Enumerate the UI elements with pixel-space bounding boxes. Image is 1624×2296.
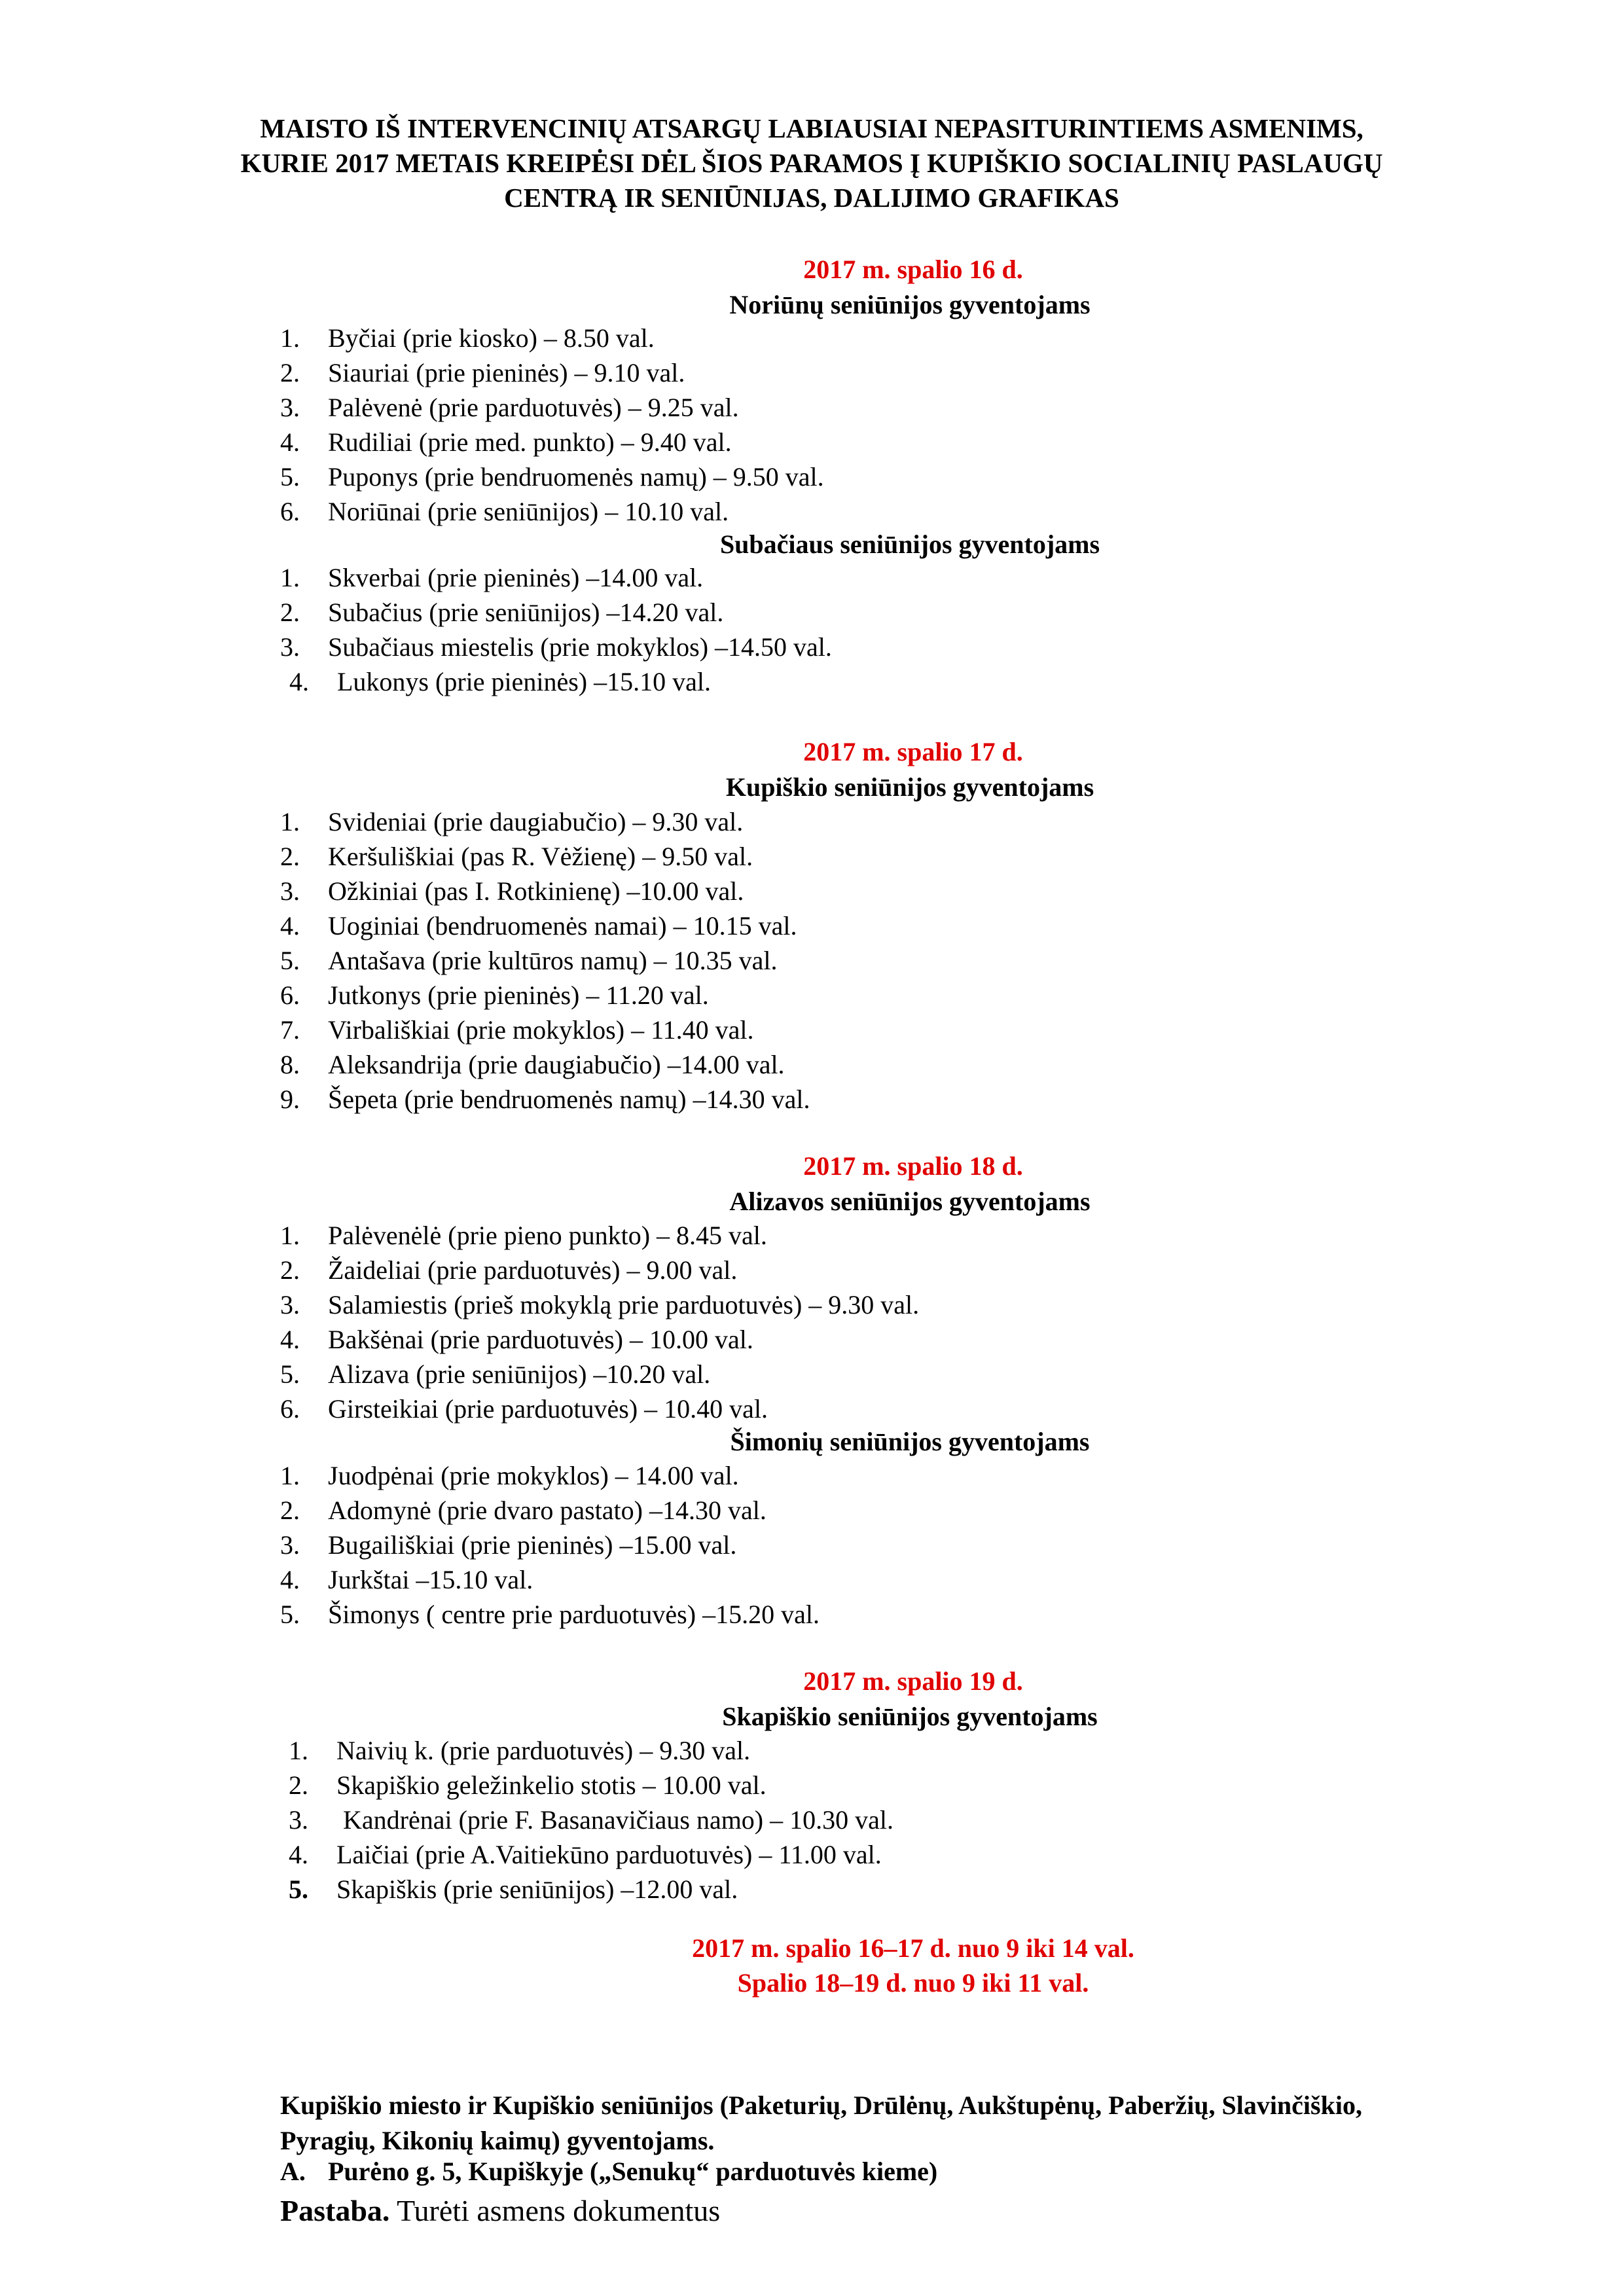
list-item: 2. Adomynė (prie dvaro pastato) –14.30 val.	[280, 1496, 767, 1525]
hours-line-1: 2017 m. spalio 16–17 d. nuo 9 iki 14 val.	[692, 1933, 1134, 1963]
list-simonys	[280, 1458, 820, 1632]
list-item: 4. Rudiliai (prie med. punkto) – 9.40 val.	[280, 427, 732, 457]
list-item: 3. Kandrėnai (prie F. Basanavičiaus namo) – 10.30 val.	[289, 1805, 893, 1835]
list-item: 3. Subačiaus miestelis (prie mokyklos) –14.50 val.	[280, 632, 832, 662]
section-heading-subacius: Subačiaus seniūnijos gyventojams	[719, 529, 1100, 559]
day-heading-oct-17: 2017 m. spalio 17 d.	[803, 737, 1023, 766]
list-item: 1. Juodpėnai (prie mokyklos) – 14.00 val.	[280, 1461, 739, 1490]
section-heading-skapiskis: Skapiškio seniūnijos gyventojams	[722, 1702, 1098, 1731]
list-item: 3. Palėvenė (prie parduotuvės) – 9.25 val.	[280, 393, 739, 422]
list-item: 4. Jurkštai –15.10 val.	[280, 1565, 533, 1594]
note-label: Pastaba.	[280, 2194, 390, 2227]
day-heading-oct-19: 2017 m. spalio 19 d.	[803, 1666, 1023, 1696]
address-text: Purėno g. 5, Kupiškyje („Senukų“ parduotuvės kieme)	[328, 2157, 938, 2186]
section-heading-noriunai: Noriūnų seniūnijos gyventojams	[729, 290, 1091, 319]
address-letter: A.	[280, 2157, 306, 2186]
list-item: 5. Alizava (prie seniūnijos) –10.20 val.	[280, 1359, 711, 1389]
list-item: 3. Ožkiniai (pas I. Rotkinienę) –10.00 val.	[280, 876, 744, 906]
section-heading-kupiskis: Kupiškio seniūnijos gyventojams	[725, 772, 1094, 802]
distribution-hours	[0, 1931, 1624, 2000]
list-item: 6. Noriūnai (prie seniūnijos) – 10.10 val.	[280, 497, 729, 526]
kupiskis-paragraph	[280, 2088, 1547, 2159]
title-line-2: KURIE 2017 METAIS KREIPĖSI DĖL ŠIOS PARAMOS Į KUPIŠKIO SOCIALINIŲ PASLAUGŲ	[240, 148, 1383, 178]
kupiskis-address	[280, 2156, 937, 2187]
list-item: 6. Girsteikiai (prie parduotuvės) – 10.40 val.	[280, 1394, 768, 1424]
list-item: 2. Keršuliškiai (pas R. Vėžienę) – 9.50 val.	[280, 842, 753, 871]
list-noriunai	[280, 321, 824, 529]
day-heading-oct-18: 2017 m. spalio 18 d.	[803, 1151, 1023, 1181]
list-item: 1. Byčiai (prie kiosko) – 8.50 val.	[280, 323, 655, 353]
list-subacius	[280, 560, 832, 699]
day-heading-oct-16: 2017 m. spalio 16 d.	[803, 255, 1023, 284]
list-item: 4. Bakšėnai (prie parduotuvės) – 10.00 val.	[280, 1325, 753, 1354]
list-item: 1. Skverbai (prie pieninės) –14.00 val.	[280, 563, 704, 592]
section-heading-alizava: Alizavos seniūnijos gyventojams	[729, 1187, 1091, 1216]
hours-line-2: Spalio 18–19 d. nuo 9 iki 11 val.	[737, 1968, 1089, 1998]
list-item: 1. Svideniai (prie daugiabučio) – 9.30 val.	[280, 807, 744, 836]
list-item: 5. Skapiškis (prie seniūnijos) –12.00 val.	[289, 1874, 738, 1904]
list-item: 5. Antašava (prie kultūros namų) – 10.35 val.	[280, 946, 778, 975]
list-alizava	[280, 1218, 919, 1426]
list-item: 8. Aleksandrija (prie daugiabučio) –14.00 val.	[280, 1050, 785, 1079]
list-kupiskis	[280, 804, 810, 1117]
list-item: 4. Lukonys (prie pieninės) –15.10 val.	[289, 667, 711, 696]
list-item: 4. Uoginiai (bendruomenės namai) – 10.15 val.	[280, 911, 797, 941]
document-title	[196, 111, 1427, 215]
list-item: 9. Šepeta (prie bendruomenės namų) –14.30 val.	[280, 1085, 810, 1114]
list-item: 3. Salamiestis (prieš mokyklą prie parduotuvės) – 9.30 val.	[280, 1290, 920, 1319]
list-item: 2. Skapiškio geležinkelio stotis – 10.00 val.	[289, 1770, 767, 1800]
list-item: 7. Virbališkiai (prie mokyklos) – 11.40 val.	[280, 1015, 754, 1045]
list-item: 2. Žaideliai (prie parduotuvės) – 9.00 val.	[280, 1255, 738, 1285]
list-item: 2. Subačius (prie seniūnijos) –14.20 val.	[280, 598, 724, 627]
list-skapiskis	[289, 1733, 893, 1907]
list-item: 2. Siauriai (prie pieninės) – 9.10 val.	[280, 358, 685, 387]
note	[280, 2193, 720, 2228]
kupiskis-paragraph-line-1: Kupiškio miesto ir Kupiškio seniūnijos (Paketurių, Drūlėnų, Aukštupėnų, Paberžių, Slavinčiškio,	[280, 2090, 1362, 2120]
section-heading-simonys: Šimonių seniūnijos gyventojams	[730, 1427, 1090, 1456]
list-item: 6. Jutkonys (prie pieninės) – 11.20 val.	[280, 980, 709, 1010]
list-item: 4. Laičiai (prie A.Vaitiekūno parduotuvės) – 11.00 val.	[289, 1840, 882, 1869]
title-line-3: CENTRĄ IR SENIŪNIJAS, DALIJIMO GRAFIKAS	[504, 183, 1119, 213]
note-text: Turėti asmens dokumentus	[389, 2194, 721, 2227]
list-item: 1. Palėvenėlė (prie pieno punkto) – 8.45 val.	[280, 1221, 767, 1250]
list-item: 5. Šimonys ( centre prie parduotuvės) –15.20 val.	[280, 1600, 820, 1629]
list-item: 1. Naivių k. (prie parduotuvės) – 9.30 val.	[289, 1736, 751, 1765]
list-item: 3. Bugailiškiai (prie pieninės) –15.00 val.	[280, 1530, 737, 1560]
list-item: 5. Puponys (prie bendruomenės namų) – 9.50 val.	[280, 462, 824, 492]
kupiskis-paragraph-line-2: Pyragių, Kikonių kaimų) gyventojams.	[280, 2126, 715, 2155]
title-line-1: MAISTO IŠ INTERVENCINIŲ ATSARGŲ LABIAUSIAI NEPASITURINTIEMS ASMENIMS,	[260, 113, 1363, 143]
